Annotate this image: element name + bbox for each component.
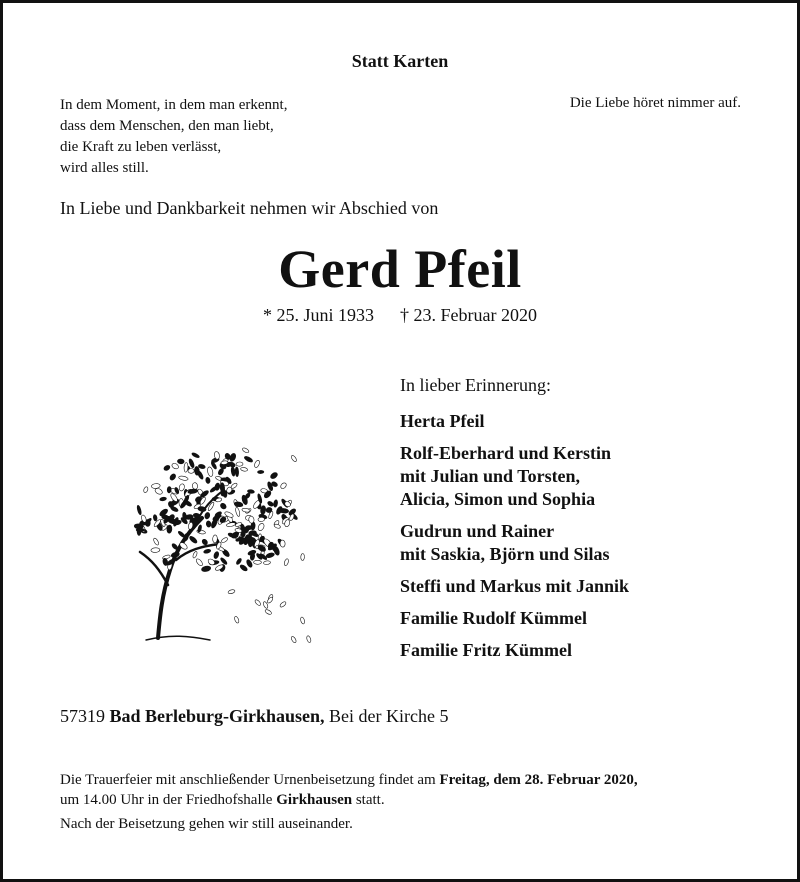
funeral-date: Freitag, dem 28. Februar 2020,: [439, 772, 638, 788]
mourner-entry: Familie Rudolf Kümmel: [400, 608, 587, 628]
header-title: Statt Karten: [351, 51, 449, 71]
life-dates: [0, 305, 800, 326]
birth-date: * 25. Juni 1933: [263, 305, 375, 325]
mourner-entry: Rolf-Eberhard und Kerstin mit Julian und Torsten, Alicia, Simon und Sophia: [400, 443, 612, 509]
mourner-entry: Familie Fritz Kümmel: [400, 640, 572, 660]
poem-line: die Kraft zu leben verlässt,: [60, 139, 222, 155]
poem-line: dass dem Menschen, den man liebt,: [60, 118, 274, 134]
street: Bei der Kirche 5: [329, 706, 449, 726]
death-date: † 23. Februar 2020: [400, 305, 537, 325]
closing-text: Nach der Beisetzung gehen wir still auseinander.: [60, 816, 353, 832]
deceased-name: Gerd Pfeil: [278, 239, 522, 299]
funeral-text: um 14.00 Uhr in der Friedhofshalle: [60, 792, 277, 808]
intro-text: In Liebe und Dankbarkeit nehmen wir Abschied von: [60, 198, 439, 218]
poem-line: In dem Moment, in dem man erkennt,: [60, 97, 288, 113]
funeral-place: Girkhausen: [276, 792, 353, 808]
bible-quote: Die Liebe höret nimmer auf.: [569, 95, 741, 111]
poem-line: wird alles still.: [60, 160, 149, 176]
address: [60, 706, 448, 727]
poem: [60, 95, 287, 179]
windblown-tree-icon: [110, 420, 320, 650]
postcode: 57319: [60, 706, 105, 726]
funeral-text: statt.: [352, 792, 385, 808]
mourners-list: [400, 410, 629, 671]
funeral-notice: [60, 770, 638, 810]
funeral-text: Die Trauerfeier mit anschließender Urnenbeisetzung findet am: [60, 772, 440, 788]
mourner-entry: Steffi und Markus mit Jannik: [400, 576, 630, 596]
mourner-entry: Gudrun und Rainer mit Saskia, Björn und Silas: [400, 521, 610, 564]
town: Bad Berleburg-Girkhausen,: [109, 706, 325, 726]
mourner-entry: Herta Pfeil: [400, 411, 485, 431]
mourners-heading: In lieber Erinnerung:: [400, 375, 551, 395]
